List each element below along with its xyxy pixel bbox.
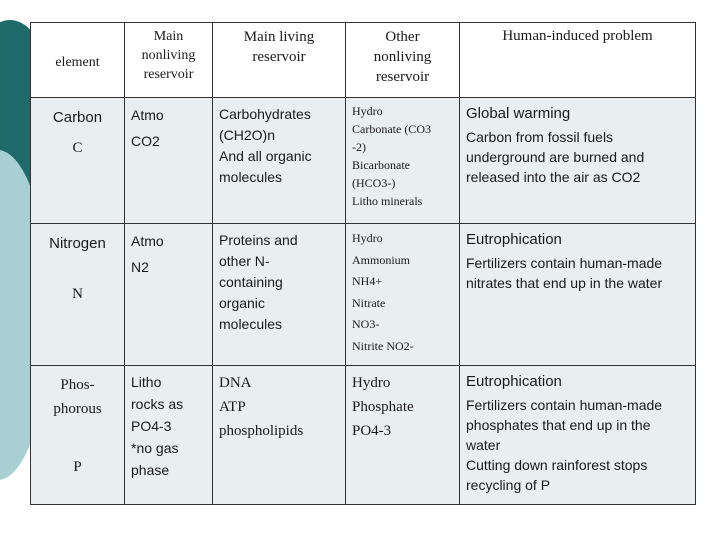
table-row-carbon (31, 98, 696, 224)
element-carbon: Carbon C (31, 98, 125, 224)
table-row-nitrogen (31, 224, 696, 366)
header-human-induced-problem: Human-induced problem (460, 23, 696, 98)
nitrogen-main-living: Proteins and other N- containing organic molecules (213, 224, 346, 366)
nitrogen-main-nonliving: Atmo N2 (125, 224, 213, 366)
biogeochemical-cycles-table (30, 22, 696, 505)
phosphorus-main-nonliving: Litho rocks as PO4-3 *no gas phase (125, 366, 213, 505)
phosphorus-main-living: DNA ATP phospholipids (213, 366, 346, 505)
header-other-nonliving-reservoir: Other nonliving reservoir (346, 23, 460, 98)
element-phosphorus: Phos- phorous P (31, 366, 125, 505)
nitrogen-other-nonliving: Hydro Ammonium NH4+ Nitrate NO3- Nitrite NO2- (346, 224, 460, 366)
header-element: element (31, 23, 125, 98)
element-nitrogen: Nitrogen N (31, 224, 125, 366)
table-header-row (31, 23, 696, 98)
nitrogen-human-problem: Eutrophication Fertilizers contain human-made nitrates that end up in the water (460, 224, 696, 366)
header-main-nonliving-reservoir: Main nonliving reservoir (125, 23, 213, 98)
table-row-phosphorus (31, 366, 696, 505)
carbon-other-nonliving: Hydro Carbonate (CO3 -2) Bicarbonate (HCO3-) Litho minerals (346, 98, 460, 224)
phosphorus-other-nonliving: Hydro Phosphate PO4-3 (346, 366, 460, 505)
phosphorus-human-problem: Eutrophication Fertilizers contain human-made phosphates that end up in the water Cutting down rainforest stops recycling of P (460, 366, 696, 505)
carbon-main-nonliving: Atmo CO2 (125, 98, 213, 224)
carbon-human-problem: Global warming Carbon from fossil fuels underground are burned and released into the air as CO2 (460, 98, 696, 224)
carbon-main-living: Carbohydrates (CH2O)n And all organic molecules (213, 98, 346, 224)
header-main-living-reservoir: Main living reservoir (213, 23, 346, 98)
